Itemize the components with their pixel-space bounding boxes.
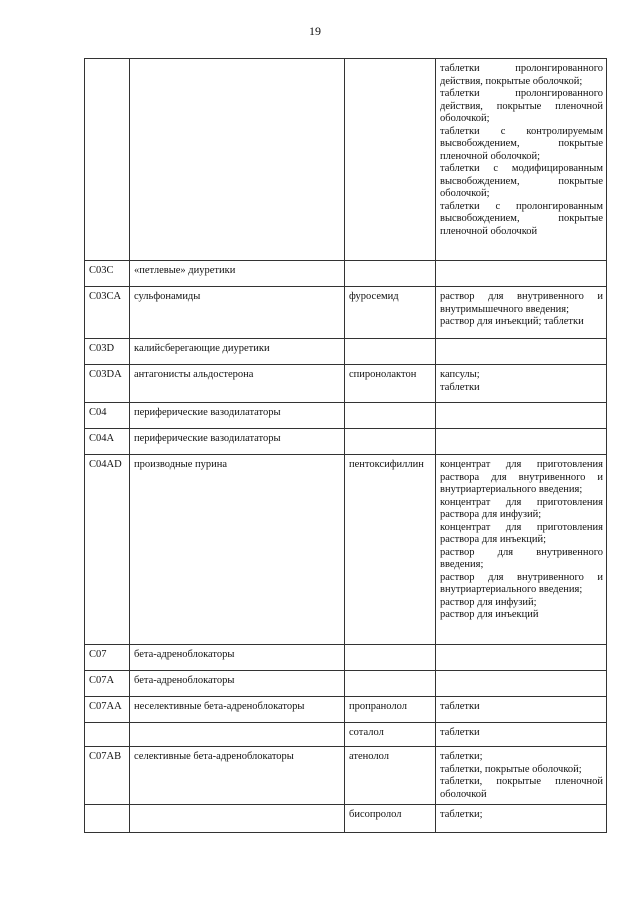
table-row [85, 645, 607, 671]
group-name-cell: неселективные бета-адреноблокаторы [130, 697, 345, 723]
atc-code-cell: C07 [85, 645, 130, 671]
dosage-forms-cell [436, 723, 607, 747]
table-row [85, 287, 607, 339]
dosage-forms-cell [436, 287, 607, 339]
dosage-form-line: таблетки пролонгированного действия, покрытые пленочной оболочкой; [440, 88, 603, 124]
drug-name-cell: пентоксифиллин [345, 455, 436, 645]
table-row [85, 339, 607, 365]
dosage-form-line: таблетки с пролонгированным высвобождением, покрытые пленочной оболочкой [440, 200, 603, 237]
dosage-form-line: концентрат для приготовления раствора для инъекций; [440, 521, 603, 545]
drug-name-cell [345, 261, 436, 287]
dosage-forms-cell [436, 261, 607, 287]
group-name-cell: периферические вазодилататоры [130, 403, 345, 429]
atc-code-cell: C03CA [85, 287, 130, 339]
atc-code-cell: C07A [85, 671, 130, 697]
dosage-form-line: концентрат для приготовления раствора для внутривенного и внутриартериального введения; [440, 459, 603, 495]
atc-code-cell: C04 [85, 403, 130, 429]
group-name-cell: калийсберегающие диуретики [130, 339, 345, 365]
dosage-form-line: таблетки, покрытые пленочной оболочкой [440, 776, 603, 800]
drug-name-cell [345, 403, 436, 429]
dosage-form-line: таблетки с контролируемым высвобождением, покрытые пленочной оболочкой; [440, 125, 603, 162]
dosage-forms-cell [436, 747, 607, 805]
dosage-forms-cell [436, 429, 607, 455]
group-name-cell: «петлевые» диуретики [130, 261, 345, 287]
table-row [85, 747, 607, 805]
table-row [85, 805, 607, 833]
dosage-forms-cell [436, 339, 607, 365]
dosage-forms-cell [436, 645, 607, 671]
atc-code-cell [85, 723, 130, 747]
group-name-cell: производные пурина [130, 455, 345, 645]
dosage-form-line: раствор для инфузий; [440, 596, 537, 608]
atc-code-cell [85, 805, 130, 833]
dosage-form-line: концентрат для приготовления раствора для инфузий; [440, 496, 603, 520]
table-row [85, 671, 607, 697]
atc-code-cell: C03D [85, 339, 130, 365]
drug-table-body [85, 59, 607, 833]
dosage-form-line: раствор для внутривенного и внутриартериального введения; [440, 571, 603, 595]
drug-name-cell: атенолол [345, 747, 436, 805]
dosage-forms-cell [436, 365, 607, 403]
dosage-form-line: таблетки, покрытые оболочкой; [440, 763, 582, 775]
dosage-forms-cell [436, 697, 607, 723]
dosage-forms-cell [436, 455, 607, 645]
drug-name-cell: фуросемид [345, 287, 436, 339]
dosage-form-line: капсулы; [440, 369, 480, 380]
dosage-form-line: раствор для внутривенного и внутримышечного введения; [440, 291, 603, 315]
table-row [85, 697, 607, 723]
group-name-cell: бета-адреноблокаторы [130, 671, 345, 697]
drug-name-cell [345, 645, 436, 671]
dosage-form-line: таблетки пролонгированного действия, покрытые оболочкой; [440, 63, 603, 87]
drug-name-cell: спиронолактон [345, 365, 436, 403]
dosage-forms-cell [436, 805, 607, 833]
atc-code-cell: C03C [85, 261, 130, 287]
dosage-form-line: таблетки [440, 727, 480, 738]
group-name-cell: периферические вазодилататоры [130, 429, 345, 455]
group-name-cell: бета-адреноблокаторы [130, 645, 345, 671]
group-name-cell: сульфонамиды [130, 287, 345, 339]
table-row [85, 455, 607, 645]
table-row [85, 403, 607, 429]
table-row [85, 365, 607, 403]
group-name-cell [130, 59, 345, 261]
drug-name-cell [345, 339, 436, 365]
atc-code-cell: C04AD [85, 455, 130, 645]
group-name-cell: антагонисты альдостерона [130, 365, 345, 403]
dosage-form-line: раствор для внутривенного введения; [440, 546, 603, 570]
table-row [85, 59, 607, 261]
drug-table [84, 58, 607, 833]
atc-code-cell: C07AA [85, 697, 130, 723]
group-name-cell: селективные бета-адреноблокаторы [130, 747, 345, 805]
drug-name-cell [345, 59, 436, 261]
atc-code-cell [85, 59, 130, 261]
table-row [85, 429, 607, 455]
dosage-form-line: таблетки [440, 381, 480, 393]
table-row [85, 723, 607, 747]
atc-code-cell: C04A [85, 429, 130, 455]
dosage-form-line: раствор для инъекций [440, 609, 539, 620]
dosage-form-line: таблетки с модифицированным высвобождением, покрытые оболочкой; [440, 163, 603, 199]
dosage-form-line: таблетки [440, 701, 480, 712]
dosage-form-line: раствор для инъекций; таблетки [440, 316, 584, 327]
dosage-forms-cell [436, 403, 607, 429]
dosage-forms-cell [436, 59, 607, 261]
group-name-cell [130, 723, 345, 747]
atc-code-cell: C07AB [85, 747, 130, 805]
drug-name-cell: пропранолол [345, 697, 436, 723]
page-number: 19 [309, 24, 321, 38]
group-name-cell [130, 805, 345, 833]
dosage-form-line: таблетки; [440, 809, 483, 820]
dosage-forms-cell [436, 671, 607, 697]
drug-name-cell [345, 671, 436, 697]
drug-name-cell [345, 429, 436, 455]
table-row [85, 261, 607, 287]
dosage-form-line: таблетки; [440, 751, 483, 762]
drug-name-cell: бисопролол [345, 805, 436, 833]
drug-name-cell: соталол [345, 723, 436, 747]
atc-code-cell: C03DA [85, 365, 130, 403]
